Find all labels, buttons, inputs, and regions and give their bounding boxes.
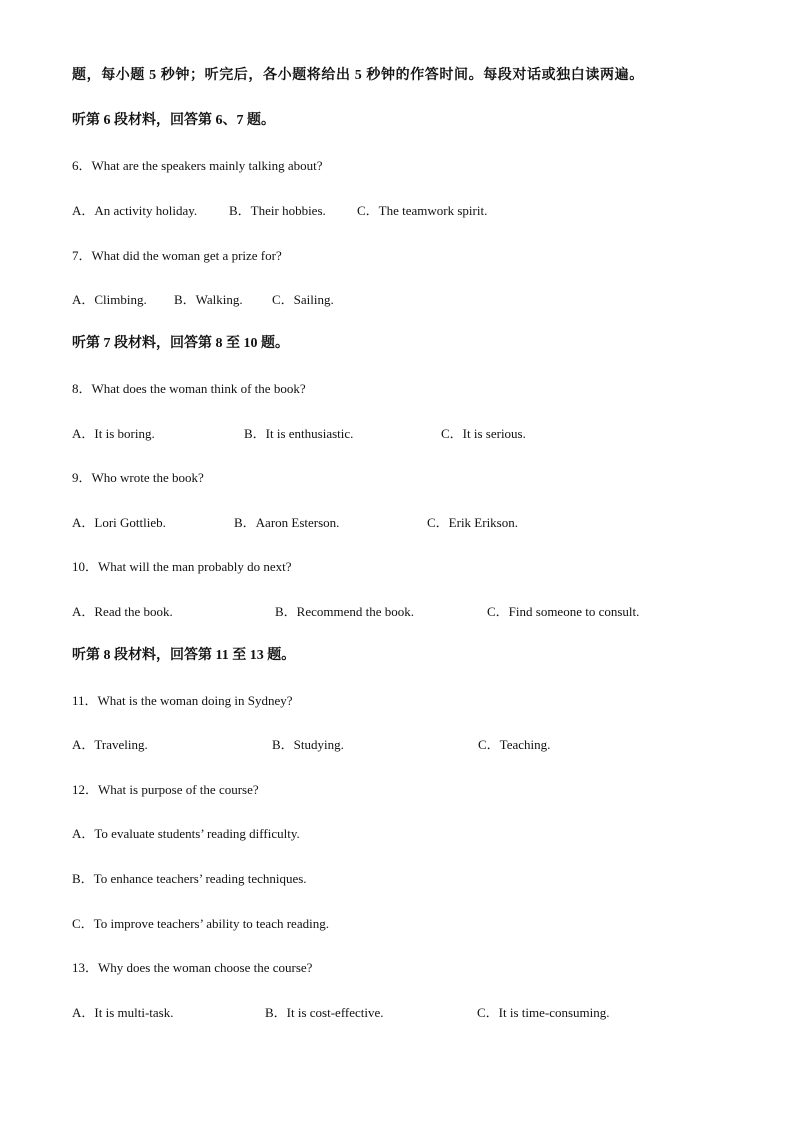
question-11-option-a[interactable]: A．Traveling. — [72, 737, 148, 752]
question-6-option-b[interactable]: B．Their hobbies. — [229, 203, 326, 218]
question-13-stem: 13．Why does the woman choose the course? — [72, 960, 313, 975]
question-9-option-c[interactable]: C．Erik Erikson. — [427, 515, 518, 530]
question-7-option-c[interactable]: C．Sailing. — [272, 292, 334, 307]
question-6-option-c[interactable]: C．The teamwork spirit. — [357, 203, 488, 218]
question-8-option-a[interactable]: A．It is boring. — [72, 426, 155, 441]
question-10-stem: 10．What will the man probably do next? — [72, 559, 292, 574]
question-9-option-a[interactable]: A．Lori Gottlieb. — [72, 515, 166, 530]
section-heading-6: 听第 6 段材料，回答第 6、7 题。 — [72, 113, 275, 128]
question-10-option-c[interactable]: C．Find someone to consult. — [487, 604, 640, 619]
question-12-option-a[interactable]: A．To evaluate students’ reading difficulty. — [72, 826, 300, 841]
question-6-option-a[interactable]: A．An activity holiday. — [72, 203, 198, 218]
question-11-option-b[interactable]: B．Studying. — [272, 737, 344, 752]
question-9-stem: 9．Who wrote the book? — [72, 470, 204, 485]
question-12-option-c[interactable]: C．To improve teachers’ ability to teach reading. — [72, 916, 329, 931]
question-6-stem: 6．What are the speakers mainly talking about? — [72, 158, 323, 173]
question-10-option-b[interactable]: B．Recommend the book. — [275, 604, 415, 619]
question-9-option-b[interactable]: B．Aaron Esterson. — [234, 515, 340, 530]
question-11-option-c[interactable]: C．Teaching. — [478, 737, 551, 752]
section-heading-8: 听第 8 段材料，回答第 11 至 13 题。 — [72, 648, 296, 663]
question-13-option-c[interactable]: C．It is time-consuming. — [477, 1005, 610, 1020]
question-7-option-a[interactable]: A．Climbing. — [72, 292, 147, 307]
question-11-stem: 11．What is the woman doing in Sydney? — [72, 693, 293, 708]
question-10-option-a[interactable]: A．Read the book. — [72, 604, 173, 619]
section-heading-7: 听第 7 段材料，回答第 8 至 10 题。 — [72, 336, 289, 351]
question-13-option-a[interactable]: A．It is multi-task. — [72, 1005, 174, 1020]
question-12-stem: 12．What is purpose of the course? — [72, 782, 259, 797]
question-7-stem: 7．What did the woman get a prize for? — [72, 248, 282, 263]
question-8-option-b[interactable]: B．It is enthusiastic. — [244, 426, 354, 441]
question-8-stem: 8．What does the woman think of the book? — [72, 381, 306, 396]
instructions-text: 题，每小题 5 秒钟；听完后，各小题将给出 5 秒钟的作答时间。每段对话或独白读两遍。 — [72, 68, 644, 83]
question-7-option-b[interactable]: B．Walking. — [174, 292, 243, 307]
question-8-option-c[interactable]: C．It is serious. — [441, 426, 526, 441]
question-12-option-b[interactable]: B．To enhance teachers’ reading techniques. — [72, 871, 307, 886]
question-13-option-b[interactable]: B．It is cost-effective. — [265, 1005, 384, 1020]
